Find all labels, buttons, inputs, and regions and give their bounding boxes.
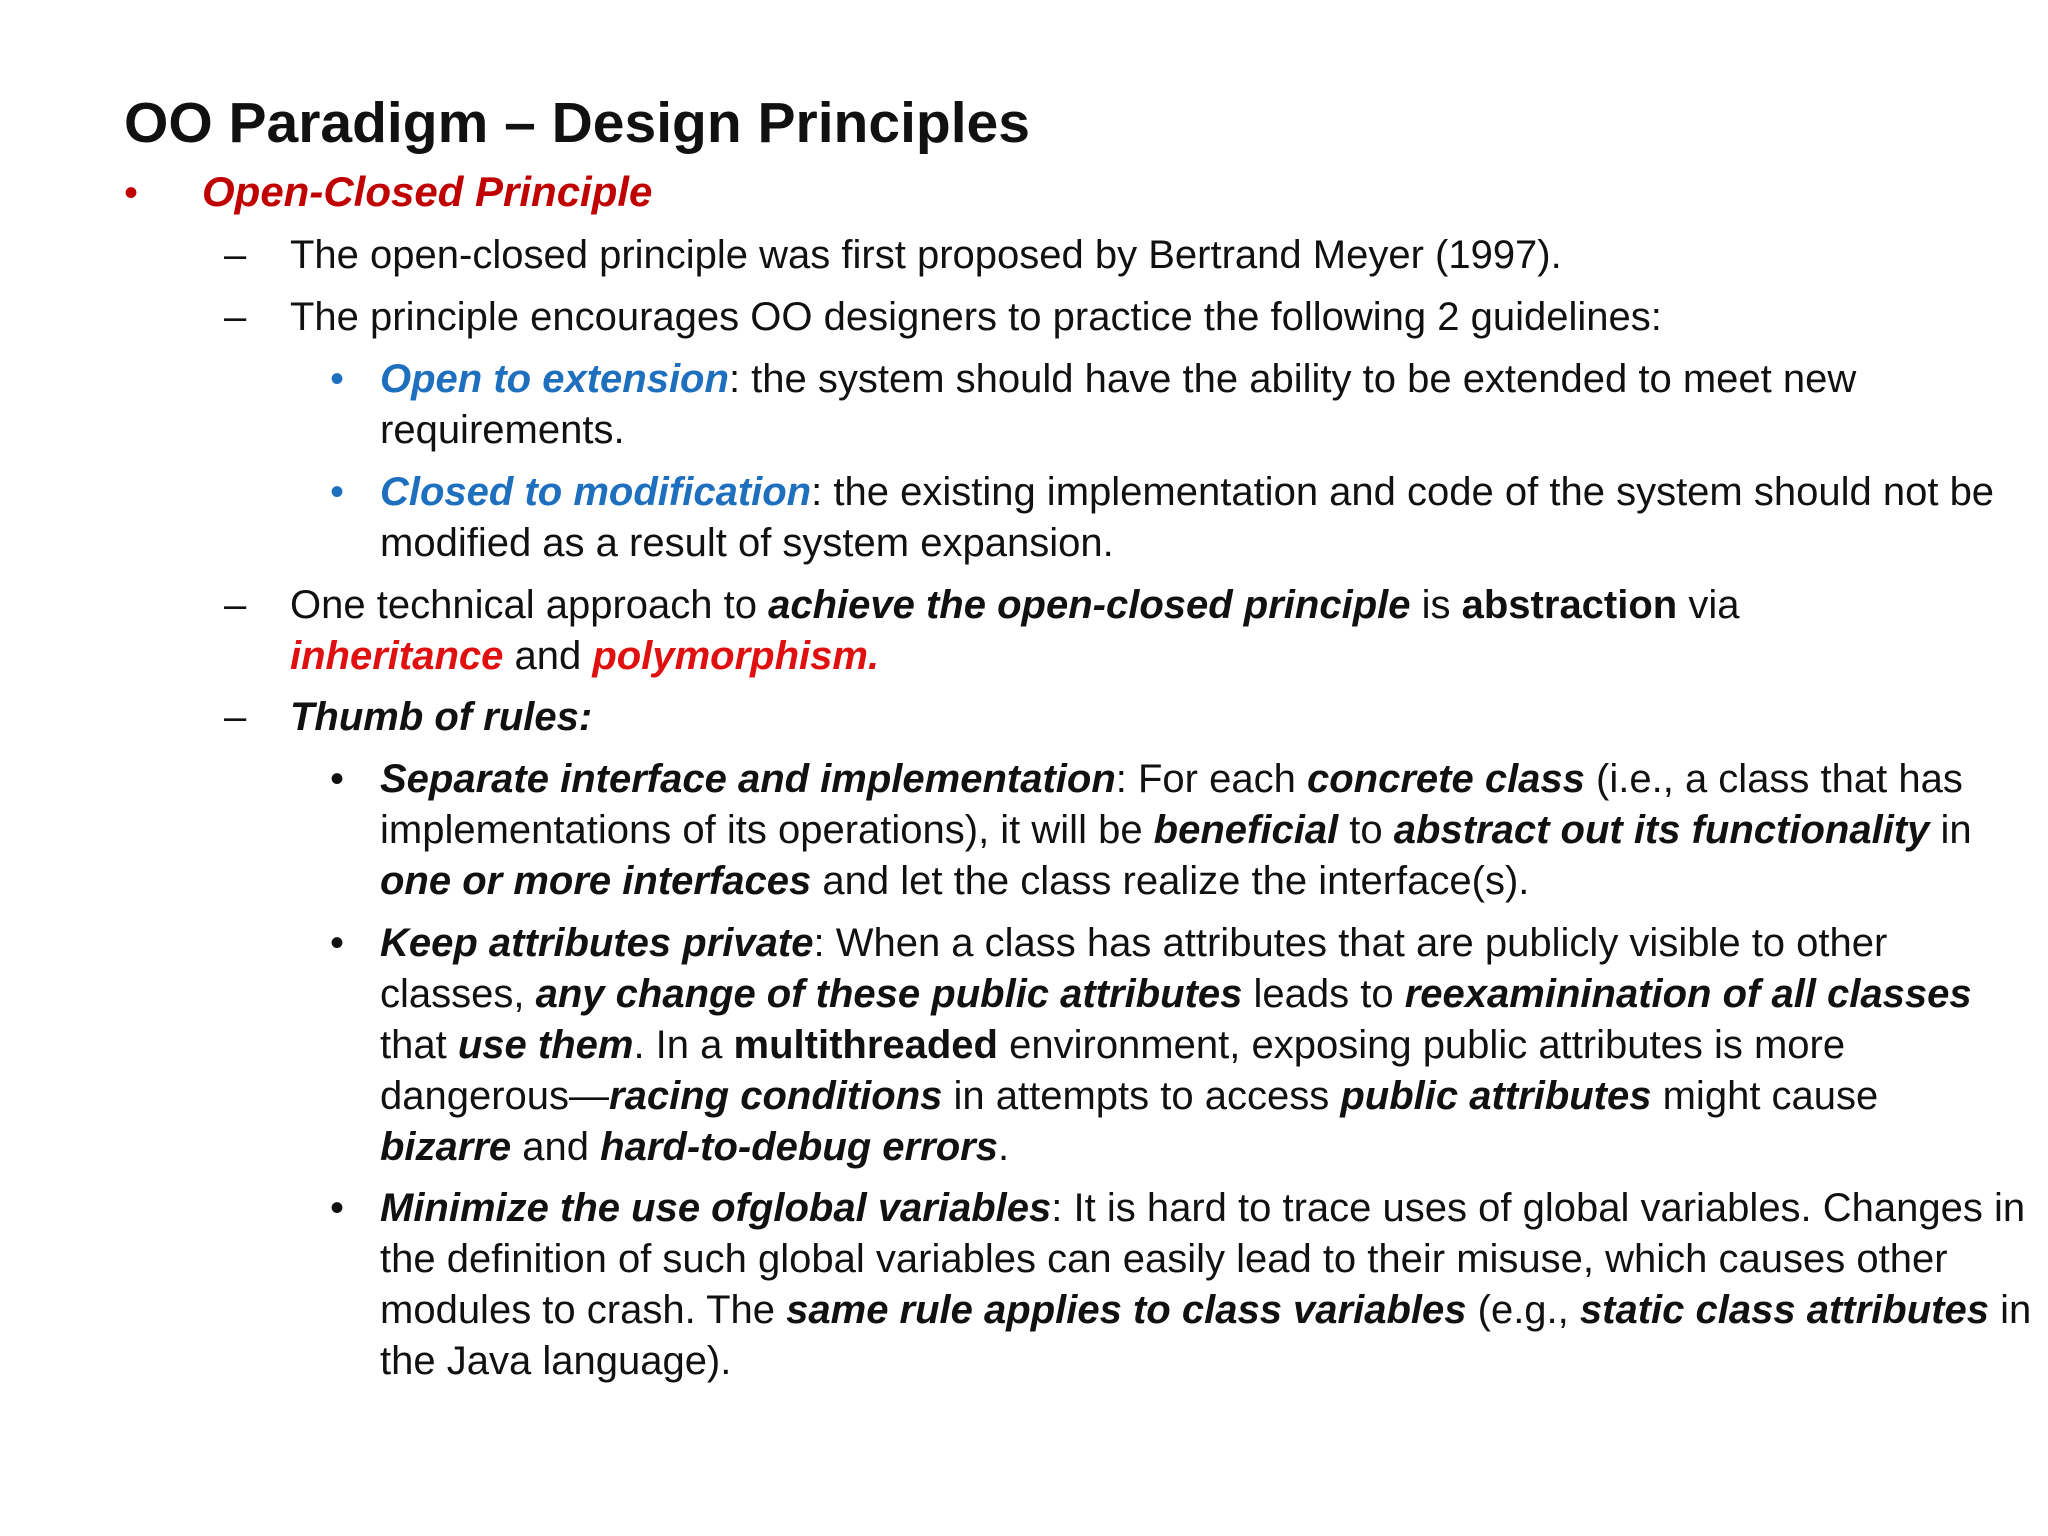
text-run: in — [1929, 808, 1972, 852]
guideline-closed-modification — [380, 467, 2020, 569]
term-closed-modification: Closed to modification — [380, 470, 812, 514]
bullet-icon: • — [330, 1186, 345, 1230]
dash-icon: – — [224, 583, 247, 627]
emphasis-run: static class attributes — [1579, 1288, 1989, 1332]
rule-separate-interface — [380, 754, 2020, 907]
rule-private-attributes — [380, 918, 2020, 1173]
text-run: might cause — [1651, 1074, 1879, 1118]
text-run: is — [1410, 583, 1462, 627]
text-run: and — [511, 1125, 601, 1169]
bullet-icon: • — [330, 757, 345, 801]
emphasis-run: one or more interfaces — [380, 859, 812, 903]
item-guidelines: The principle encourages OO designers to practice the following 2 guidelines: — [290, 295, 1662, 339]
text-run: . In a — [633, 1023, 734, 1067]
emphasis-run: beneficial — [1153, 808, 1339, 852]
guideline-open-extension — [380, 354, 2020, 456]
text-run: and — [503, 634, 593, 678]
emphasis-run: any change of these public attributes — [535, 972, 1243, 1016]
item-meyer: The open-closed principle was first proposed by Bertrand Meyer (1997). — [290, 233, 1562, 277]
emphasis-run: Keep attributes private — [380, 921, 814, 965]
principle-heading: Open-Closed Principle — [202, 168, 653, 215]
slide-title: OO Paradigm – Design Principles — [124, 91, 1030, 155]
text-run: and let the class realize the interface(s). — [811, 859, 1530, 903]
open-extension-desc: : the system should have the ability to be extended to meet new requirements. — [380, 357, 1857, 452]
dash-icon: – — [224, 695, 247, 739]
rule-global-variables — [380, 1183, 2040, 1387]
bold-run: multithreaded — [733, 1023, 998, 1067]
text-run: to — [1338, 808, 1394, 852]
emphasis-run: same rule applies to class variables — [786, 1288, 1467, 1332]
text-run: via — [1677, 583, 1740, 627]
bullet-icon: • — [124, 171, 139, 215]
text-run: that — [380, 1023, 458, 1067]
term-polymorphism: polymorphism. — [592, 634, 880, 678]
emphasis-run: bizarre — [380, 1125, 512, 1169]
emphasis-run: abstract out its functionality — [1393, 808, 1930, 852]
emphasis-run: hard-to-debug errors — [600, 1125, 998, 1169]
text-run: One technical approach to — [290, 583, 769, 627]
item-abstraction — [290, 580, 1870, 682]
term-inheritance: inheritance — [290, 634, 504, 678]
text-run: in the Java language). — [380, 1288, 2032, 1383]
item-thumb-rules: Thumb of rules: — [290, 695, 593, 739]
emphasis-run: racing conditions — [609, 1074, 943, 1118]
text-run: environment, exposing public attributes is more dangerous— — [380, 1023, 1846, 1118]
text-run: leads to — [1242, 972, 1405, 1016]
text-run: (i.e., a class that has implementations of its operations), it will be — [380, 757, 1963, 852]
bold-run: abstraction — [1461, 583, 1678, 627]
text-run: . — [997, 1125, 1010, 1169]
dash-icon: – — [224, 295, 247, 339]
text-run: : For each — [1115, 757, 1307, 801]
emphasis-run: public attributes — [1340, 1074, 1652, 1118]
emphasis-run: achieve the open-closed principle — [768, 583, 1411, 627]
bullet-icon: • — [330, 921, 345, 965]
emphasis-run: reexaminination of all classes — [1404, 972, 1972, 1016]
emphasis-run: Minimize the use ofglobal variables — [380, 1186, 1052, 1230]
bullet-icon: • — [330, 357, 345, 401]
emphasis-run: concrete class — [1306, 757, 1585, 801]
emphasis-run: Separate interface and implementation — [380, 757, 1116, 801]
bullet-icon: • — [330, 470, 345, 514]
term-open-extension: Open to extension — [380, 357, 729, 401]
dash-icon: – — [224, 233, 247, 277]
text-run: : When a class has attributes that are publicly visible to other classes, — [380, 921, 1888, 1016]
emphasis-run: use them — [457, 1023, 634, 1067]
closed-modification-desc: : the existing implementation and code of the system should not be modified as a result of system expansion. — [380, 470, 1995, 565]
text-run: in attempts to access — [942, 1074, 1341, 1118]
text-run: : It is hard to trace uses of global variables. Changes in the definition of such global variables can easily lead to their misuse, which causes other modules to crash. The — [380, 1186, 2026, 1332]
text-run: (e.g., — [1466, 1288, 1580, 1332]
